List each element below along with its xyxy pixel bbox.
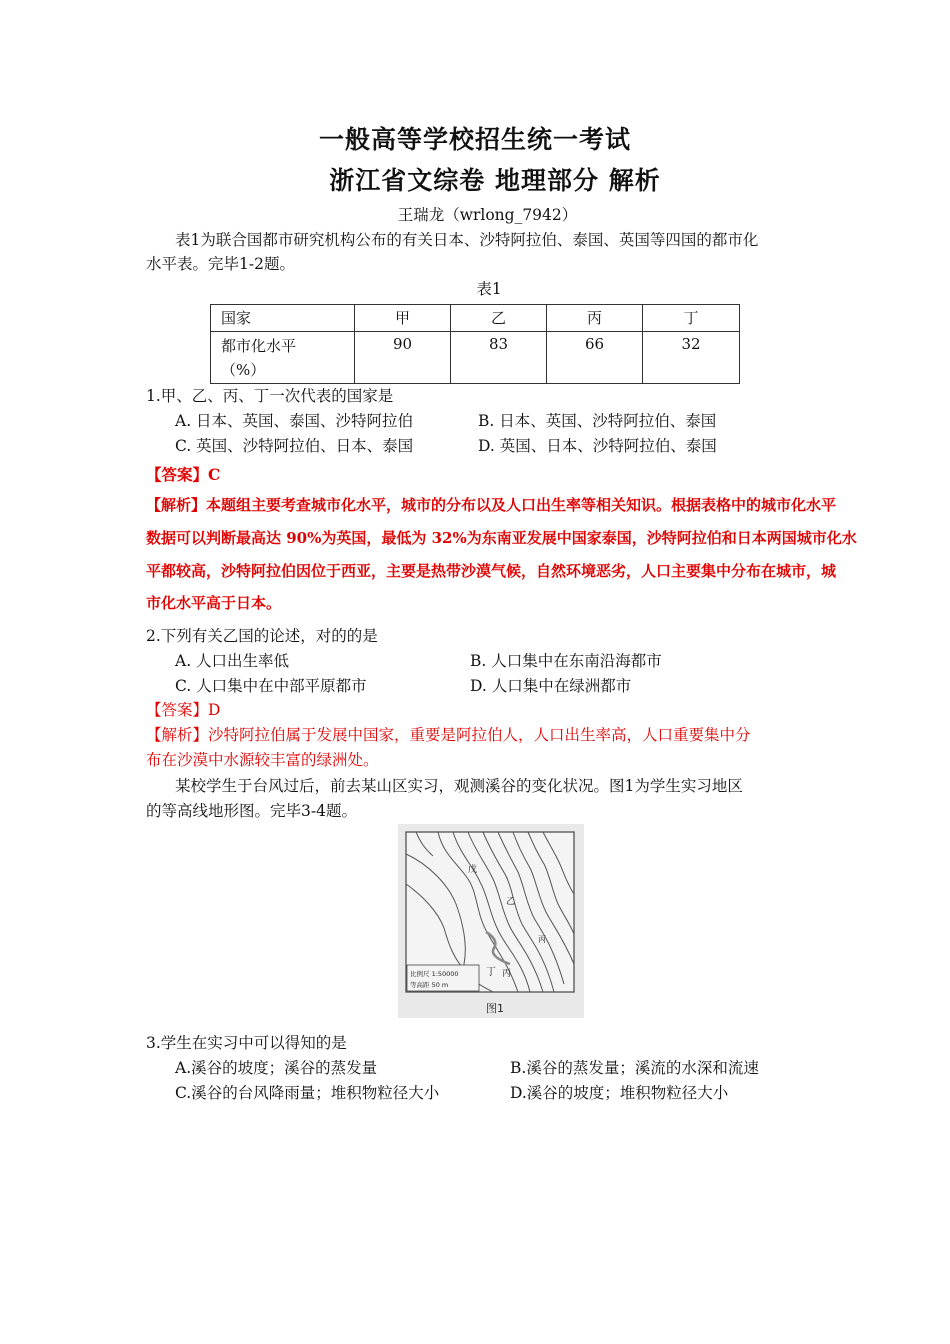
q1-stem: 1.甲、乙、丙、丁一次代表的国家是	[146, 387, 394, 405]
row-label-line-2: （%）	[221, 361, 266, 379]
table-header-cell: 国家	[211, 305, 355, 332]
map-label-bing: 丙	[538, 935, 546, 944]
table-caption: 表1	[476, 280, 502, 298]
intro-line-2: 水平表。完毕1-2题。	[146, 255, 295, 273]
q3-option-c: C.溪谷的台风降雨量；堆积物粒径大小	[175, 1084, 440, 1102]
map-label-wu2: 丙	[502, 969, 512, 979]
q1-analysis-line-2: 数据可以判断最高达 90%为英国，最低为 32%为东南亚发展中国家泰国，沙特阿拉伯和日本两国城市化水	[146, 529, 857, 547]
q2-option-a: A. 人口出生率低	[175, 652, 290, 670]
figure-caption: 图1	[486, 1002, 504, 1015]
map-label-yi: 乙	[506, 897, 516, 907]
table-cell: 83	[451, 332, 547, 384]
contour-map	[398, 824, 584, 1018]
author-line: 王瑞龙（wrlong_7942）	[397, 206, 578, 224]
q1-option-b: B. 日本、英国、沙特阿拉伯、泰国	[478, 412, 717, 430]
row-label-line-1: 都市化水平	[221, 337, 297, 355]
map-label-wu: 戊	[468, 865, 478, 875]
table-header-cell: 甲	[355, 305, 451, 332]
q1-analysis-line-1: 【解析】本题组主要考查城市化水平，城市的分布以及人口出生率等相关知识。根据表格中的城市化水平	[146, 496, 837, 514]
q2-analysis-line-1: 【解析】沙特阿拉伯属于发展中国家，重要是阿拉伯人，人口出生率高，人口重要集中分	[146, 726, 751, 744]
table-cell: 90	[355, 332, 451, 384]
q2-option-d: D. 人口集中在绿洲都市	[470, 677, 632, 695]
table-header-row	[211, 305, 740, 332]
q1-option-a: A. 日本、英国、泰国、沙特阿拉伯	[175, 412, 414, 430]
urbanization-table	[210, 304, 740, 384]
table-row	[211, 332, 740, 384]
q3-option-d: D.溪谷的坡度；堆积物粒径大小	[510, 1084, 729, 1102]
q3-option-b: B.溪谷的蒸发量；溪流的水深和流速	[510, 1059, 759, 1077]
page-title: 一般高等学校招生统一考试	[318, 125, 631, 154]
contour-map-figure	[398, 824, 584, 1018]
q2-answer: 【答案】D	[146, 701, 221, 719]
map-interval: 等高距 50 m	[410, 981, 449, 989]
q3-option-a: A.溪谷的坡度；溪谷的蒸发量	[175, 1059, 378, 1077]
intro2-line-1: 某校学生于台风过后，前去某山区实习，观测溪谷的变化状况。图1为学生实习地区	[175, 777, 743, 795]
table-row-label	[211, 332, 355, 384]
q1-option-d: D. 英国、日本、沙特阿拉伯、泰国	[478, 437, 717, 455]
q2-option-c: C. 人口集中在中部平原都市	[175, 677, 367, 695]
q1-option-c: C. 英国、沙特阿拉伯、日本、泰国	[175, 437, 414, 455]
q2-analysis-line-2: 布在沙漠中水源较丰富的绿洲处。	[146, 751, 379, 769]
page-subtitle: 浙江省文综卷 地理部分 解析	[329, 166, 661, 195]
intro-line-1: 表1为联合国都市研究机构公布的有关日本、沙特阿拉伯、泰国、英国等四国的都市化	[175, 231, 759, 249]
q1-analysis-line-4: 市化水平高于日本。	[146, 594, 282, 612]
table-cell: 32	[643, 332, 740, 384]
q3-stem: 3.学生在实习中可以得知的是	[146, 1034, 347, 1052]
q2-option-b: B. 人口集中在东南沿海都市	[470, 652, 662, 670]
table-header-cell: 乙	[451, 305, 547, 332]
intro2-line-2: 的等高线地形图。完毕3-4题。	[146, 802, 357, 820]
q1-analysis-line-3: 平都较高，沙特阿拉伯因位于西亚，主要是热带沙漠气候，自然环境恶劣，人口主要集中分布在城市，城	[146, 562, 837, 580]
map-label-ding: 丁	[486, 967, 496, 978]
table-header-cell: 丁	[643, 305, 740, 332]
q1-answer: 【答案】C	[146, 465, 221, 484]
table-cell: 66	[547, 332, 643, 384]
q2-stem: 2.下列有关乙国的论述，对的的是	[146, 627, 378, 645]
map-scale: 比例尺 1:50000	[410, 970, 459, 978]
table-header-cell: 丙	[547, 305, 643, 332]
